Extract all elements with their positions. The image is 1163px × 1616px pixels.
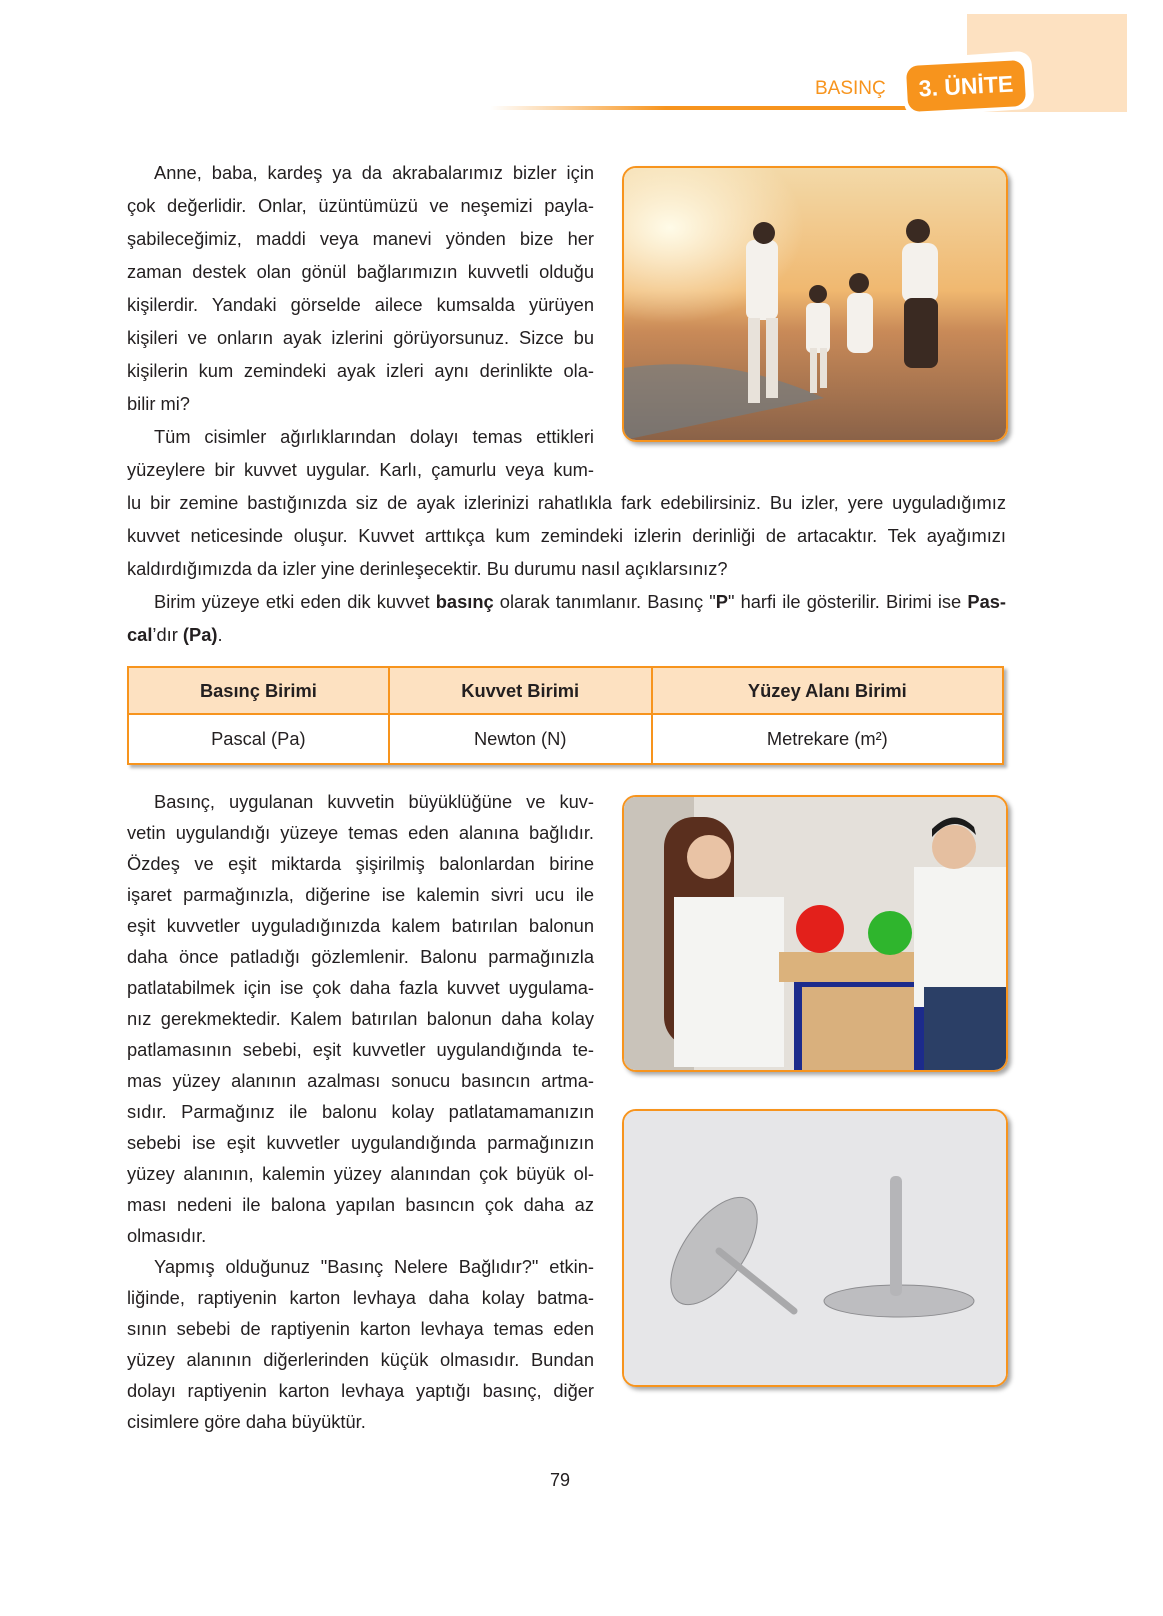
text-line: liğinde, raptiyenin karton levhaya daha kolay batma- (127, 1287, 594, 1308)
text-line: sının sebebi de raptiyenin karton levhaya temas eden (127, 1318, 594, 1339)
text-line: Anne, baba, kardeş ya da akrabalarımız bizler için (154, 162, 594, 183)
text-line: kişilerdir. Yandaki görselde ailece kumsalda yürüyen (127, 294, 594, 315)
header-line (490, 106, 930, 110)
text: olarak tanımlanır. Basınç " (493, 591, 716, 612)
text-line: yüzey alanının diğerlerinden küçük olmasıdır. Bundan (127, 1349, 594, 1370)
text-line: patlamasının sebebi, eşit kuvvetler uygulandığında te- (127, 1039, 594, 1060)
symbol-p: P (715, 591, 728, 612)
text-line: şabileceğimiz, maddi veya manevi yönden bize her (127, 228, 594, 249)
text-line: Yapmış olduğunuz "Basınç Nelere Bağlıdır?" etkin- (154, 1256, 594, 1277)
text-line: yüzey alanının, kalemin yüzey alanından çok büyük ol- (127, 1163, 594, 1184)
balloon-paragraph (127, 786, 594, 1251)
intro-paragraph (127, 156, 594, 420)
page-number: 79 (550, 1470, 571, 1490)
text-line: yüzeylere bir kuvvet uygular. Karlı, çamurlu veya kum- (127, 459, 594, 480)
text-line: daha önce patladığı gözlemlenir. Balonu parmağınızla (127, 946, 594, 967)
text-line: Basınç, uygulanan kuvvetin büyüklüğüne ve kuv- (154, 791, 594, 812)
family-beach-photo (622, 166, 1008, 442)
unit-pa: (Pa) (182, 624, 218, 645)
table-cell: Pascal (Pa) (128, 714, 389, 764)
table-header: Kuvvet Birimi (389, 667, 652, 714)
text-line: kişilerin kum zemindeki ayak izleri aynı derinlikte ola- (127, 360, 594, 381)
table-row (128, 714, 1003, 764)
text-line: sebebi ise eşit kuvvetler uygulandığında parmağınızın (127, 1132, 594, 1153)
text-line: cisimlere göre daha büyüktür. (127, 1411, 366, 1432)
term-basinc: basınç (435, 591, 494, 612)
text-line: kaldırdığımızda da izler yine derinleşecektir. Bu durumu nasıl açıklarsınız? (127, 558, 728, 579)
text-line: işaret parmağınızla, diğerine ise kalemin sivri ucu ile (127, 884, 594, 905)
thumbtack-paragraph (127, 1251, 594, 1437)
term-pascal-end: cal (127, 624, 153, 645)
text-line: çok değerlidir. Onlar, üzüntümüzü ve neşemizi payla- (127, 195, 594, 216)
text: ’dır (152, 624, 183, 645)
text-line: bilir mi? (127, 393, 190, 414)
definition-paragraph (127, 585, 1006, 651)
text-line: mas yüzey alanının azalması sonucu basıncın artma- (127, 1070, 594, 1091)
text-line: dolayı raptiyenin karton levhaya yaptığı basınç, diğer (127, 1380, 594, 1401)
table-header: Basınç Birimi (128, 667, 389, 714)
unit-badge: 3. ÜNİTE (906, 60, 1026, 112)
text-line: Tüm cisimler ağırlıklarından dolayı temas ettikleri (154, 426, 594, 447)
term-pascal: Pas- (967, 591, 1006, 612)
table-header-row (128, 667, 1003, 714)
text-line: lu bir zemine bastığınızda siz de ayak izlerinizi rahatlıkla fark edebilirsiniz. Bu izler, yere uyguladığımız (127, 492, 1006, 513)
units-table (127, 666, 1004, 765)
text-line: olmasıdır. (127, 1225, 207, 1246)
table-cell: Metrekare (m²) (652, 714, 1003, 764)
text-line: patlatabilmek için ise çok daha fazla kuvvet uygulama- (127, 977, 594, 998)
table-cell: Newton (N) (389, 714, 652, 764)
text-line: ması nedeni ile balona yapılan basıncın çok daha az (127, 1194, 594, 1215)
text-line: zaman destek olan gönül bağlarımızın kuvvetli olduğu (127, 261, 594, 282)
text-line: Özdeş ve eşit miktarda şişirilmiş balonlardan birine (127, 853, 594, 874)
force-paragraph-end (127, 486, 1006, 585)
text: Birim yüzeye etki eden dik kuvvet (154, 591, 436, 612)
text-line: vetin uygulandığı yüzeye temas eden alanına bağlıdır. (127, 822, 594, 843)
thumbtacks-photo (622, 1109, 1008, 1387)
text-line: kişileri ve onların ayak izlerini görüyorsunuz. Sizce bu (127, 327, 594, 348)
text: " harfi ile gösterilir. Birimi ise (727, 591, 968, 612)
unit-title: BASINÇ (815, 78, 886, 99)
text-line: eşit kuvvetler uyguladığınızda kalem batırılan balonun (127, 915, 594, 936)
text-line: sıdır. Parmağınız ile balonu kolay patlatamamanızın (127, 1101, 594, 1122)
balloon-experiment-photo (622, 795, 1008, 1072)
text: . (217, 624, 223, 645)
force-paragraph-start (127, 420, 594, 486)
text-line: kuvvet neticesinde oluşur. Kuvvet arttıkça kum zemindeki izlerin derinliği de artacaktır. Tek ayağımızı (127, 525, 1006, 546)
table-header: Yüzey Alanı Birimi (652, 667, 1003, 714)
text-line: nız gerekmektedir. Kalem batırılan balonun daha kolay (127, 1008, 594, 1029)
